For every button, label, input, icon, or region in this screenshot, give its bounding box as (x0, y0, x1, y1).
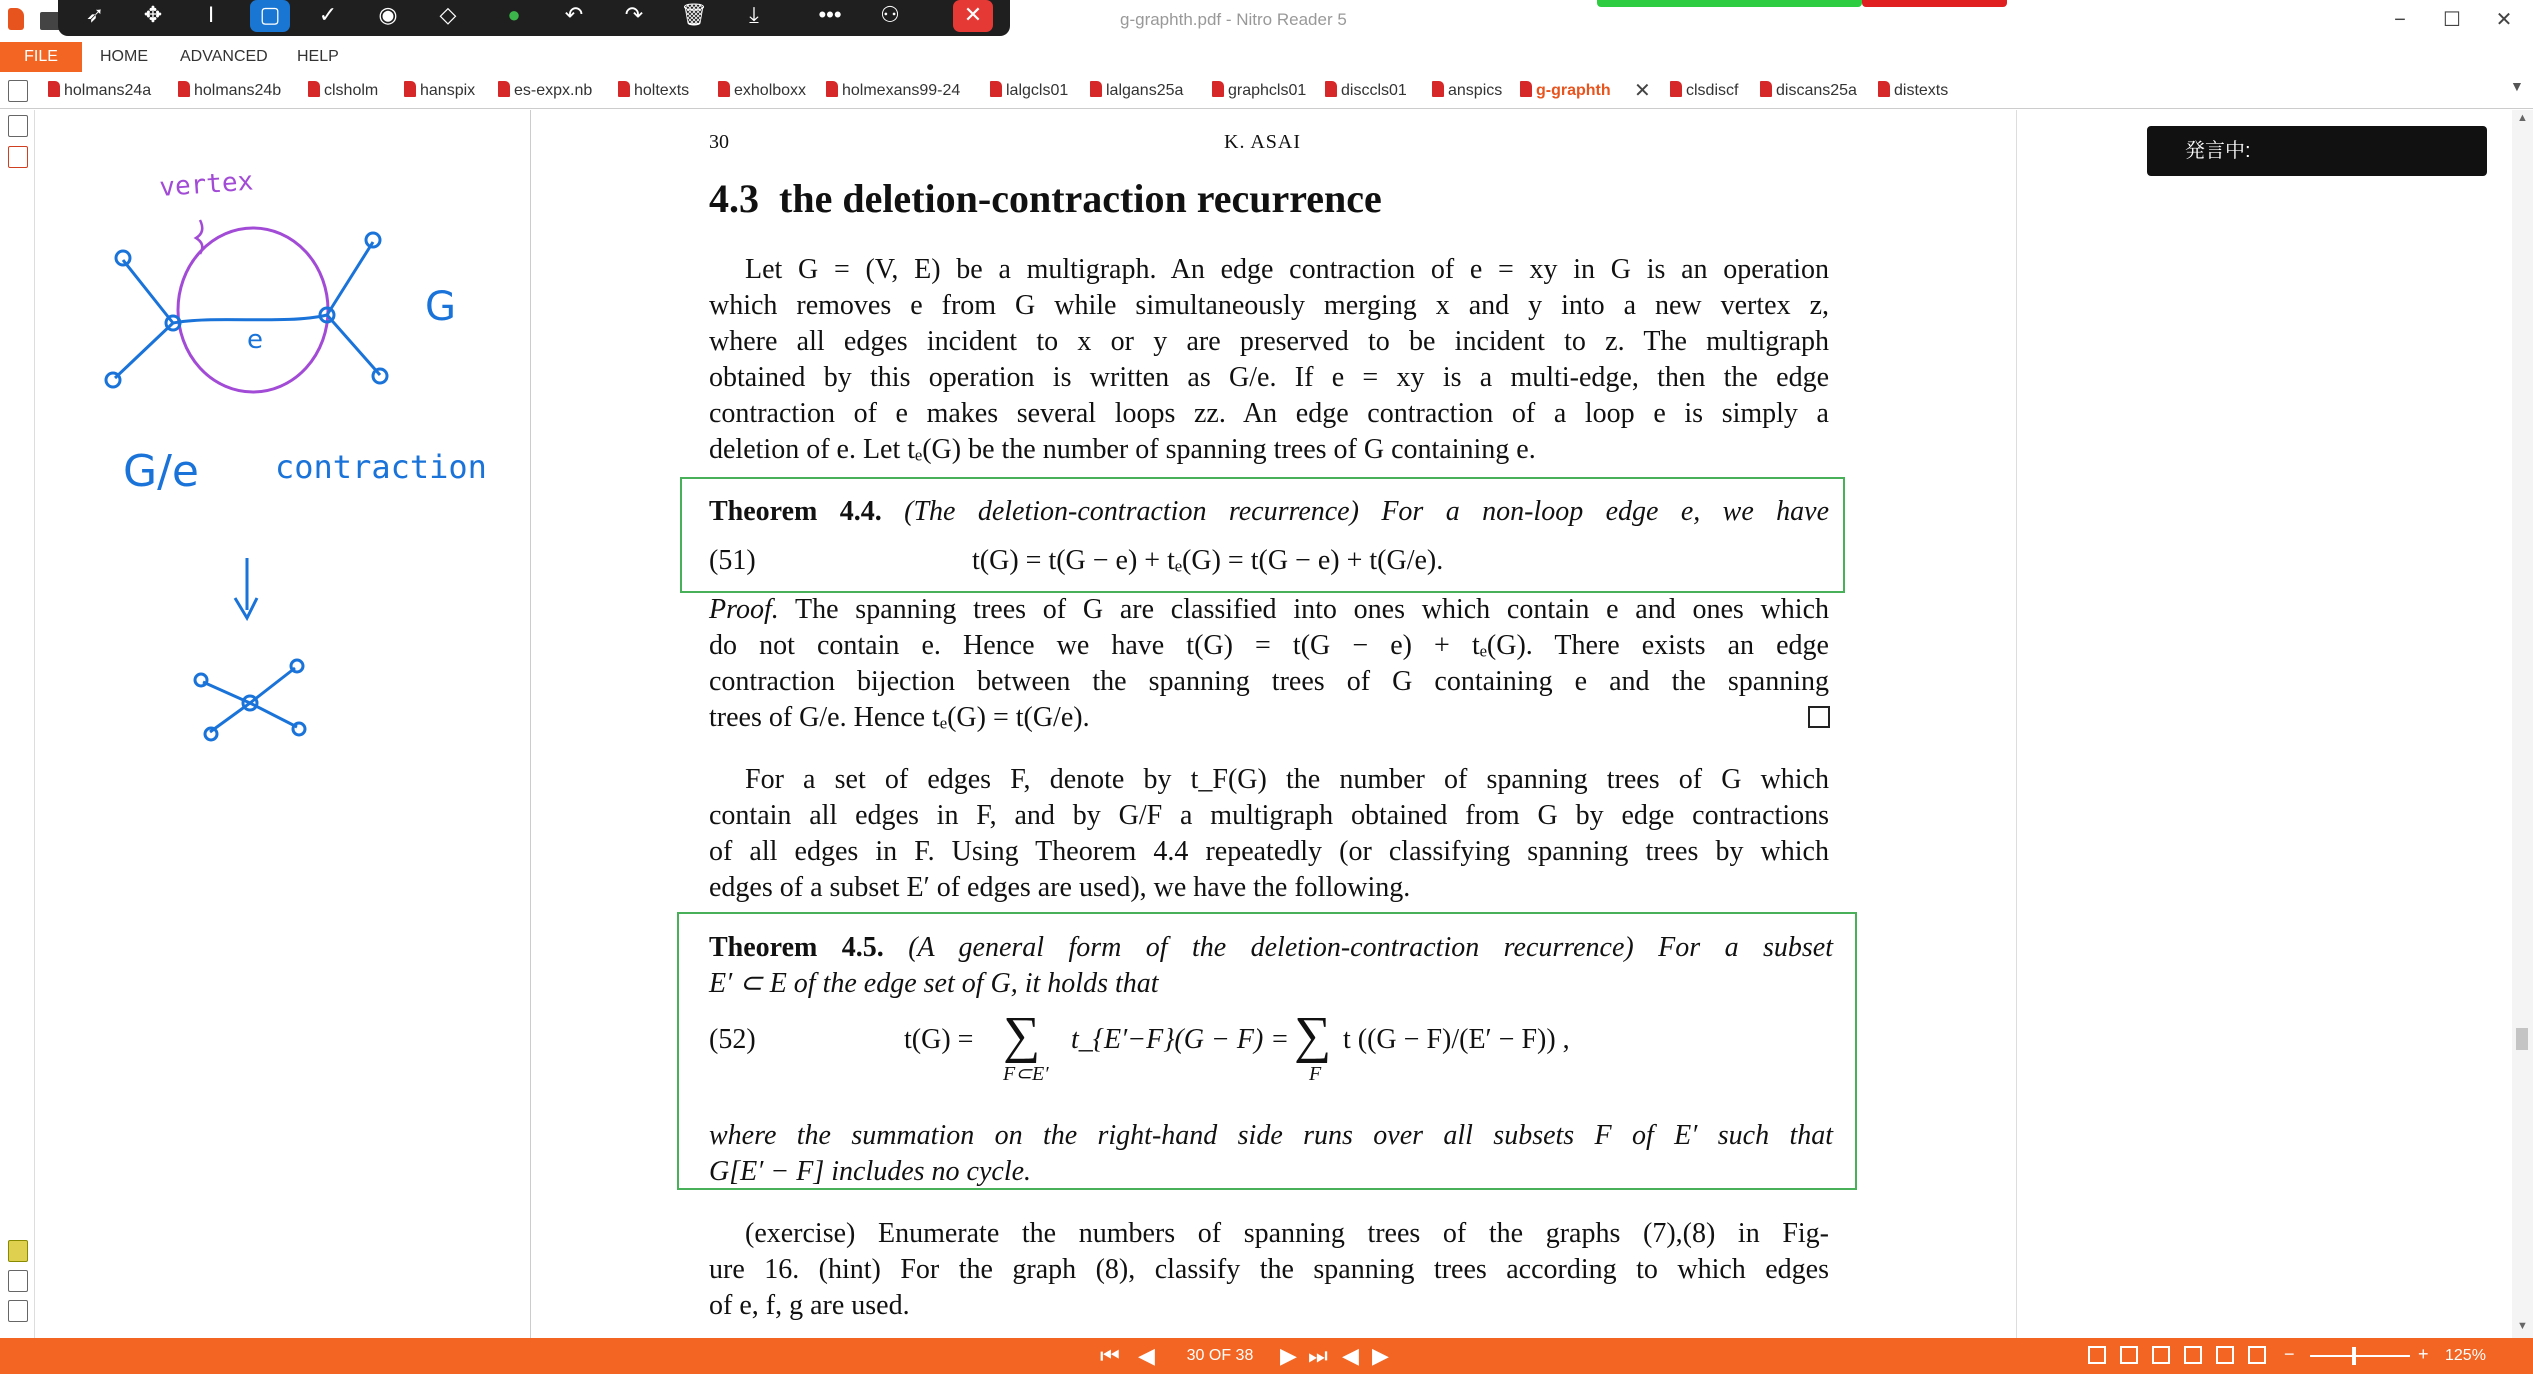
zoom-in-button[interactable]: + (2418, 1344, 2429, 1364)
tab-holmexans99-24[interactable]: holmexans99-24 (826, 78, 960, 104)
tab-holmans24b[interactable]: holmans24b (178, 78, 281, 104)
menu-home[interactable]: HOME (100, 48, 148, 65)
proof-line (709, 592, 1829, 628)
para2-last-line: edges of a subset E′ of edges are used), we have the following. (709, 872, 1411, 903)
document-list-icon[interactable] (8, 80, 28, 102)
proof-first-line: The spanning trees of G are classified into ones which contain e and ones which (795, 594, 1829, 625)
first-page-icon[interactable]: ⏮ (1100, 1343, 1120, 1368)
menu-file[interactable]: FILE (0, 42, 82, 72)
close-window-button[interactable]: ✕ (2495, 9, 2513, 31)
pan-icon[interactable]: ✥ (143, 2, 163, 27)
undo-icon[interactable]: ↶ (564, 2, 584, 27)
summation-symbol: ∑ (1294, 1007, 1332, 1064)
previous-page-icon[interactable]: ◀ (1138, 1343, 1155, 1368)
rectangle-icon[interactable]: ▢ (250, 0, 290, 32)
bookmarks-panel-icon[interactable] (8, 146, 28, 168)
zoom-out-button[interactable]: − (2284, 1344, 2295, 1364)
pdf-icon (826, 81, 838, 97)
fit-page-icon[interactable] (2248, 1346, 2266, 1364)
attachments-panel-icon[interactable] (8, 1270, 28, 1292)
outer-edges (115, 242, 380, 378)
tab-es-expx[interactable]: es-expx.nb (498, 78, 592, 104)
para1-line: which removes e from G while simultaneously merging x and y into a new vertex z, (709, 290, 1829, 321)
session-progress-red (1862, 0, 2007, 7)
proof-label: Proof. (709, 594, 779, 625)
forward-view-icon[interactable]: ▶ (1372, 1343, 1389, 1368)
theorem-4-5-text: (A general form of the deletion-contraction recurrence) For a subset (908, 932, 1833, 963)
pdf-icon (1520, 81, 1532, 97)
text-cursor-icon[interactable]: I (207, 2, 215, 27)
handwritten-notes-panel[interactable] (35, 110, 531, 1338)
theorem-4-5-where: where the summation on the right-hand side runs over all subsets F of E′ such that (709, 1120, 1833, 1151)
zoom-level[interactable]: 125% (2445, 1347, 2486, 1364)
equation-52-middle: t_{E′−F}(G − F) = (1071, 1024, 1290, 1055)
tab-disccls01[interactable]: disccls01 (1325, 78, 1407, 104)
pages-panel-icon[interactable] (8, 115, 28, 137)
tab-anspics[interactable]: anspics (1432, 78, 1502, 104)
tab-g-graphth[interactable]: g-graphth (1520, 78, 1611, 104)
document-view[interactable] (531, 110, 2017, 1338)
equation-51: t(G) = t(G − e) + tₑ(G) = t(G − e) + t(G/e). (972, 545, 1444, 576)
pdf-icon (498, 81, 510, 97)
zoom-slider-thumb[interactable] (2352, 1347, 2356, 1365)
tab-exholboxx[interactable]: exholboxx (718, 78, 806, 104)
exercise-line: ure 16. (hint) For the graph (8), classify the spanning trees according to which edges (709, 1254, 1829, 1285)
theorem-4-5-line2: E′ ⊂ E of the edge set of G, it holds that (709, 968, 1159, 999)
facing-continuous-view-icon[interactable] (2184, 1346, 2202, 1364)
theorem-4-4-label: Theorem 4.4. (709, 496, 882, 527)
contracted-edges (203, 668, 297, 732)
fields-panel-icon[interactable] (8, 1300, 28, 1322)
trash-icon[interactable]: 🗑 (680, 2, 708, 27)
proof-line: do not contain e. Hence we have t(G) = t(G − e) + tₑ(G). There exists an edge (709, 630, 1829, 661)
right-panel (2017, 110, 2511, 1338)
scrollbar-thumb[interactable] (2516, 1028, 2528, 1050)
tab-distexts[interactable]: distexts (1878, 78, 1948, 104)
eraser-icon[interactable]: ◇ (439, 2, 457, 27)
summation-subscript: F⊂E′ (1003, 1063, 1049, 1085)
menu-advanced[interactable]: ADVANCED (180, 48, 268, 65)
equation-52-lhs: t(G) = (904, 1024, 974, 1055)
tab-clsdiscf[interactable]: clsdiscf (1670, 78, 1738, 104)
nitro-app-icon[interactable] (8, 8, 24, 30)
pdf-icon (1760, 81, 1772, 97)
theorem-4-4-text: (The deletion-contraction recurrence) For a non-loop edge e, we have (904, 496, 1829, 527)
status-bar (0, 1338, 2533, 1374)
last-page-icon[interactable]: ⏭ (1308, 1343, 1328, 1368)
tab-overflow-icon[interactable]: ▼ (2510, 78, 2524, 94)
vertex-node (291, 660, 303, 672)
pdf-icon (1670, 81, 1682, 97)
graph-g-label: G (425, 284, 456, 330)
vertex-node (116, 251, 130, 265)
exercise-last-line: of e, f, g are used. (709, 1290, 910, 1321)
pdf-icon (178, 81, 190, 97)
annotation-toolbar (58, 0, 1010, 36)
proof-last-line: trees of G/e. Hence tₑ(G) = t(G/e). (709, 702, 1090, 733)
down-arrow-icon (235, 558, 257, 618)
menu-help[interactable]: HELP (297, 48, 339, 65)
theorem-4-4-statement (709, 494, 1829, 530)
tab-lalgcls01[interactable]: lalgcls01 (990, 78, 1068, 104)
tab-discans25a[interactable]: discans25a (1760, 78, 1857, 104)
pdf-icon (308, 81, 320, 97)
window-title: g-graphth.pdf - Nitro Reader 5 (1120, 10, 1347, 29)
back-view-icon[interactable]: ◀ (1342, 1343, 1359, 1368)
pdf-icon (1090, 81, 1102, 97)
vertex-circle (178, 228, 328, 392)
page-number: 30 (709, 131, 729, 153)
page-indicator[interactable]: 30 OF 38 (1186, 1347, 1254, 1364)
pdf-icon (718, 81, 730, 97)
summation-subscript: F (1309, 1063, 1322, 1085)
close-tab-icon[interactable]: ✕ (1634, 80, 1651, 102)
comments-panel-icon[interactable] (8, 1240, 28, 1262)
radio-icon[interactable]: ◉ (378, 2, 398, 27)
user-settings-icon[interactable]: ⚇ (880, 2, 900, 27)
para1-line: deletion of e. Let tₑ(G) be the number of spanning trees of G containing e. (709, 434, 1536, 465)
close-toolbar-icon[interactable]: ✕ (953, 0, 993, 32)
para1-line: obtained by this operation is written as G/e. If e = xy is a multi-edge, then the edge (709, 362, 1829, 393)
para2-line: For a set of edges F, denote by t_F(G) the number of spanning trees of G which (745, 764, 1829, 795)
left-side-rail (0, 110, 35, 1338)
contraction-label: contraction (275, 448, 487, 486)
para1-line: Let G = (V, E) be a multigraph. An edge contraction of e = xy in G is an operation (745, 254, 1829, 285)
pdf-icon (404, 81, 416, 97)
session-progress-green (1597, 0, 1862, 7)
tab-hanspix[interactable]: hanspix (404, 78, 475, 104)
fit-width-icon[interactable] (2216, 1346, 2234, 1364)
zoom-slider[interactable] (2310, 1355, 2410, 1357)
minimize-button[interactable]: − (2394, 9, 2406, 31)
next-page-icon[interactable]: ▶ (1280, 1343, 1297, 1368)
facing-view-icon[interactable] (2152, 1346, 2170, 1364)
download-icon[interactable]: ⤓ (749, 2, 759, 27)
section-number: 4.3 (709, 176, 759, 221)
vertical-scrollbar[interactable] (2512, 110, 2533, 1338)
speaking-indicator: 発言中: (2147, 126, 2487, 176)
equation-51-number: (51) (709, 545, 756, 576)
exercise-line: (exercise) Enumerate the numbers of spanning trees of the graphs (7),(8) in Fig- (745, 1218, 1829, 1249)
theorem-4-5-statement (709, 930, 1833, 966)
tab-graphcls01[interactable]: graphcls01 (1212, 78, 1306, 104)
pdf-icon (1432, 81, 1444, 97)
vertex-node (293, 723, 305, 735)
ribbon-menu (0, 42, 2533, 72)
pdf-icon (618, 81, 630, 97)
check-icon[interactable]: ✓ (318, 2, 338, 27)
summation-symbol: ∑ (1003, 1007, 1041, 1064)
equation-52-number: (52) (709, 1024, 756, 1055)
theorem-4-5-where2: G[E′ − F] includes no cycle. (709, 1156, 1032, 1187)
scroll-up-icon[interactable]: ▲ (2517, 112, 2528, 124)
select-arrow-icon[interactable]: ➶ (85, 2, 105, 27)
para2-line: contain all edges in F, and by G/F a multigraph obtained from G by edge contractions (709, 800, 1829, 831)
running-head: K. ASAI (1224, 131, 1302, 153)
qed-square (1808, 706, 1830, 728)
tab-lalgans25a[interactable]: lalgans25a (1090, 78, 1183, 104)
theorem-4-5-label: Theorem 4.5. (709, 932, 884, 963)
pdf-icon (48, 81, 60, 97)
edge-e-label: e (247, 325, 263, 355)
document-tab-strip (0, 74, 2533, 109)
pdf-icon (990, 81, 1002, 97)
section-heading (709, 176, 1382, 222)
tab-holmans24a[interactable]: holmans24a (48, 78, 151, 104)
section-title: the deletion-contraction recurrence (779, 176, 1382, 221)
redo-icon[interactable]: ↷ (624, 2, 644, 27)
vertex-node (106, 373, 120, 387)
proof-line: contraction bijection between the spanning trees of G containing e and the spanning (709, 666, 1829, 697)
tab-holtexts[interactable]: holtexts (618, 78, 689, 104)
vertex-label: vertex (158, 166, 255, 203)
ge-label: G/e (123, 446, 199, 497)
color-dot-icon[interactable]: ● (507, 2, 521, 27)
scroll-down-icon[interactable]: ▼ (2517, 1320, 2528, 1332)
para1-line: contraction of e makes several loops zz. An edge contraction of a loop e is simply a (709, 398, 1829, 429)
pdf-page (531, 110, 2016, 1338)
single-page-view-icon[interactable] (2088, 1346, 2106, 1364)
continuous-view-icon[interactable] (2120, 1346, 2138, 1364)
vertex-node (373, 369, 387, 383)
tab-clsholm[interactable]: clsholm (308, 78, 378, 104)
notes-drawing (35, 110, 530, 1338)
pdf-icon (1325, 81, 1337, 97)
para1-line: where all edges incident to x or y are preserved to be incident to z. The multigraph (709, 326, 1829, 357)
edge-e (173, 315, 327, 323)
more-icon[interactable]: ••• (818, 2, 842, 27)
pdf-icon (1212, 81, 1224, 97)
para2-line: of all edges in F. Using Theorem 4.4 repeatedly (or classifying spanning trees by which (709, 836, 1829, 867)
equation-52-rhs: t ((G − F)/(E′ − F)) , (1343, 1024, 1570, 1055)
vertex-node (195, 674, 207, 686)
pdf-icon (1878, 81, 1890, 97)
maximize-button[interactable]: ☐ (2443, 9, 2461, 31)
vertex-node (366, 233, 380, 247)
